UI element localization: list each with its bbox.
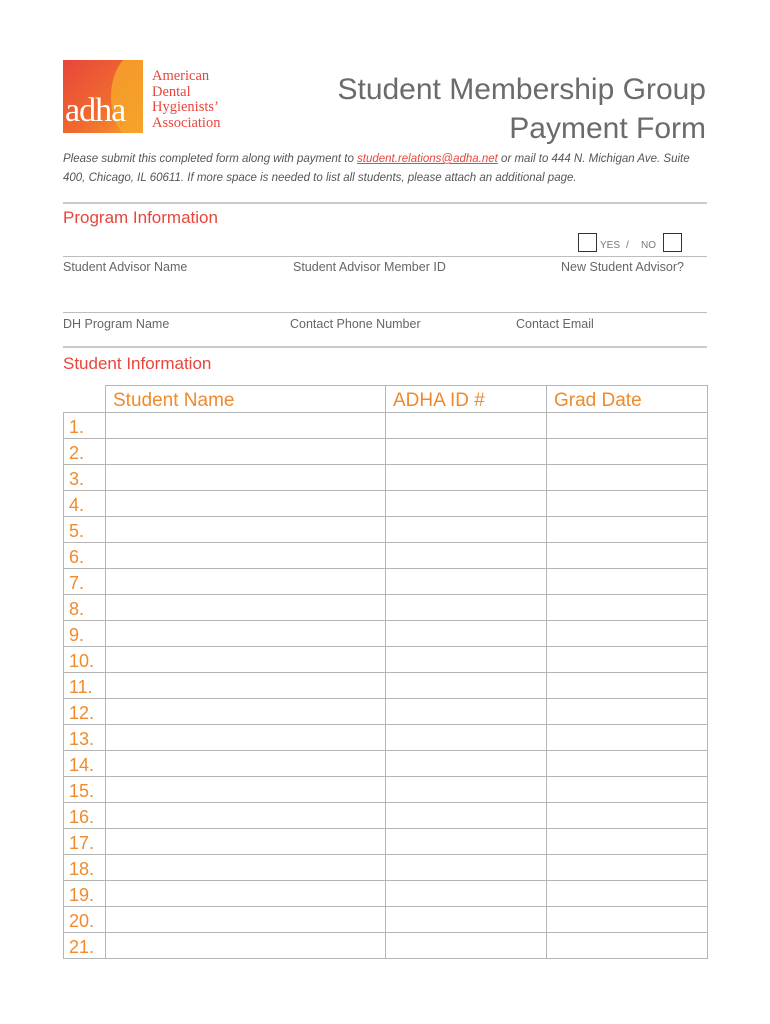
student-name-cell[interactable]	[106, 699, 386, 725]
row-number: 15.	[64, 777, 106, 803]
table-row	[64, 465, 708, 491]
table-row	[64, 491, 708, 517]
student-name-cell[interactable]	[106, 907, 386, 933]
table-row	[64, 647, 708, 673]
grad-date-cell[interactable]	[547, 465, 708, 491]
adha-id-cell[interactable]	[386, 777, 547, 803]
table-row	[64, 751, 708, 777]
instructions-after-email: or mail to 444 N. Michigan Ave. Suite 400, Chicago, IL 60611. If more space is needed to list all students, please attach an additional page.	[63, 153, 690, 184]
table-row	[64, 621, 708, 647]
grad-date-cell[interactable]	[547, 621, 708, 647]
table-row	[64, 803, 708, 829]
yes-label: YES	[600, 240, 621, 251]
title-line-2: Payment Form	[509, 112, 706, 145]
grad-date-cell[interactable]	[547, 751, 708, 777]
logo-word: adha	[65, 92, 126, 129]
grad-date-cell[interactable]	[547, 543, 708, 569]
grad-date-cell[interactable]	[547, 803, 708, 829]
row-number: 2.	[64, 439, 106, 465]
row-number: 11.	[64, 673, 106, 699]
student-name-cell[interactable]	[106, 673, 386, 699]
row-number: 10.	[64, 647, 106, 673]
grad-date-cell[interactable]	[547, 647, 708, 673]
adha-id-cell[interactable]	[386, 907, 547, 933]
row-number: 12.	[64, 699, 106, 725]
row-number: 17.	[64, 829, 106, 855]
student-name-cell[interactable]	[106, 569, 386, 595]
contact-email-label: Contact Email	[516, 317, 594, 331]
field-line[interactable]	[63, 312, 707, 313]
grad-date-cell[interactable]	[547, 517, 708, 543]
row-number: 21.	[64, 933, 106, 959]
student-name-cell[interactable]	[106, 491, 386, 517]
grad-date-cell[interactable]	[547, 829, 708, 855]
grad-date-cell[interactable]	[547, 673, 708, 699]
adha-id-cell[interactable]	[386, 621, 547, 647]
adha-id-cell[interactable]	[386, 829, 547, 855]
row-number: 9.	[64, 621, 106, 647]
table-row	[64, 517, 708, 543]
adha-id-cell[interactable]	[386, 413, 547, 439]
adha-id-cell[interactable]	[386, 933, 547, 959]
table-row	[64, 933, 708, 959]
grad-date-cell[interactable]	[547, 907, 708, 933]
table-row	[64, 413, 708, 439]
adha-logo	[63, 60, 233, 135]
new-student-advisor-label: New Student Advisor?	[561, 260, 684, 274]
adha-id-cell[interactable]	[386, 491, 547, 517]
table-row	[64, 777, 708, 803]
row-number: 19.	[64, 881, 106, 907]
column-header-adha-id: ADHA ID #	[386, 386, 547, 413]
adha-id-cell[interactable]	[386, 751, 547, 777]
table-row	[64, 673, 708, 699]
logo-mark	[63, 60, 143, 133]
grad-date-cell[interactable]	[547, 777, 708, 803]
table-row	[64, 907, 708, 933]
no-label: NO	[641, 240, 656, 251]
student-name-cell[interactable]	[106, 855, 386, 881]
adha-id-cell[interactable]	[386, 595, 547, 621]
row-number: 14.	[64, 751, 106, 777]
logo-org-name	[152, 69, 220, 131]
no-checkbox[interactable]	[663, 233, 682, 252]
student-name-cell[interactable]	[106, 465, 386, 491]
student-table	[63, 385, 708, 959]
row-number: 16.	[64, 803, 106, 829]
table-row	[64, 543, 708, 569]
field-line[interactable]	[63, 256, 707, 257]
grad-date-cell[interactable]	[547, 595, 708, 621]
row-number: 3.	[64, 465, 106, 491]
student-name-cell[interactable]	[106, 647, 386, 673]
dh-program-name-label: DH Program Name	[63, 317, 170, 331]
column-header-grad-date: Grad Date	[547, 386, 708, 413]
student-name-cell[interactable]	[106, 595, 386, 621]
program-info-title: Program Information	[63, 208, 218, 227]
grad-date-cell[interactable]	[547, 855, 708, 881]
divider	[63, 202, 707, 204]
student-name-cell[interactable]	[106, 933, 386, 959]
adha-id-cell[interactable]	[386, 881, 547, 907]
student-name-cell[interactable]	[106, 621, 386, 647]
table-row	[64, 595, 708, 621]
adha-id-cell[interactable]	[386, 465, 547, 491]
row-number: 13.	[64, 725, 106, 751]
student-name-cell[interactable]	[106, 543, 386, 569]
row-number: 8.	[64, 595, 106, 621]
table-row	[64, 699, 708, 725]
row-number: 7.	[64, 569, 106, 595]
instructions-before-email: Please submit this completed form along with payment to	[63, 153, 358, 165]
student-name-cell[interactable]	[106, 413, 386, 439]
adha-id-cell[interactable]	[386, 673, 547, 699]
adha-id-cell[interactable]	[386, 855, 547, 881]
logo-line: Dental	[152, 83, 191, 100]
student-name-cell[interactable]	[106, 751, 386, 777]
row-number: 4.	[64, 491, 106, 517]
adha-id-cell[interactable]	[386, 517, 547, 543]
instructions-text	[63, 150, 708, 188]
adha-id-cell[interactable]	[386, 803, 547, 829]
adha-id-cell[interactable]	[386, 725, 547, 751]
grad-date-cell[interactable]	[547, 933, 708, 959]
table-row	[64, 881, 708, 907]
student-name-cell[interactable]	[106, 439, 386, 465]
student-advisor-member-id-label: Student Advisor Member ID	[293, 260, 446, 274]
row-number: 20.	[64, 907, 106, 933]
logo-line: Hygienists’	[152, 99, 219, 115]
corner-cell	[64, 386, 106, 413]
grad-date-cell[interactable]	[547, 569, 708, 595]
student-name-cell[interactable]	[106, 777, 386, 803]
table-row	[64, 439, 708, 465]
row-number: 18.	[64, 855, 106, 881]
student-name-cell[interactable]	[106, 803, 386, 829]
logo-line: American	[152, 68, 210, 84]
logo-line: Association	[152, 114, 221, 131]
grad-date-cell[interactable]	[547, 439, 708, 465]
student-name-cell[interactable]	[106, 725, 386, 751]
email-link[interactable]: student.relations@adha.net	[357, 153, 498, 165]
page-title	[337, 70, 706, 148]
student-advisor-name-label: Student Advisor Name	[63, 260, 188, 274]
adha-id-cell[interactable]	[386, 569, 547, 595]
title-line-1: Student Membership Group	[337, 73, 706, 106]
yes-checkbox[interactable]	[578, 233, 597, 252]
contact-phone-label: Contact Phone Number	[290, 317, 421, 331]
row-number: 5.	[64, 517, 106, 543]
student-name-cell[interactable]	[106, 881, 386, 907]
table-row	[64, 725, 708, 751]
grad-date-cell[interactable]	[547, 413, 708, 439]
table-row	[64, 855, 708, 881]
table-row	[64, 829, 708, 855]
student-info-title: Student Information	[63, 354, 212, 373]
grad-date-cell[interactable]	[547, 881, 708, 907]
adha-id-cell[interactable]	[386, 439, 547, 465]
grad-date-cell[interactable]	[547, 725, 708, 751]
row-number: 6.	[64, 543, 106, 569]
yes-no-separator: /	[626, 240, 629, 251]
row-number: 1.	[64, 413, 106, 439]
column-header-student-name: Student Name	[106, 386, 386, 413]
adha-id-cell[interactable]	[386, 543, 547, 569]
student-name-cell[interactable]	[106, 829, 386, 855]
adha-id-cell[interactable]	[386, 647, 547, 673]
table-row	[64, 569, 708, 595]
adha-id-cell[interactable]	[386, 699, 547, 725]
grad-date-cell[interactable]	[547, 491, 708, 517]
student-name-cell[interactable]	[106, 517, 386, 543]
divider	[63, 346, 707, 348]
grad-date-cell[interactable]	[547, 699, 708, 725]
